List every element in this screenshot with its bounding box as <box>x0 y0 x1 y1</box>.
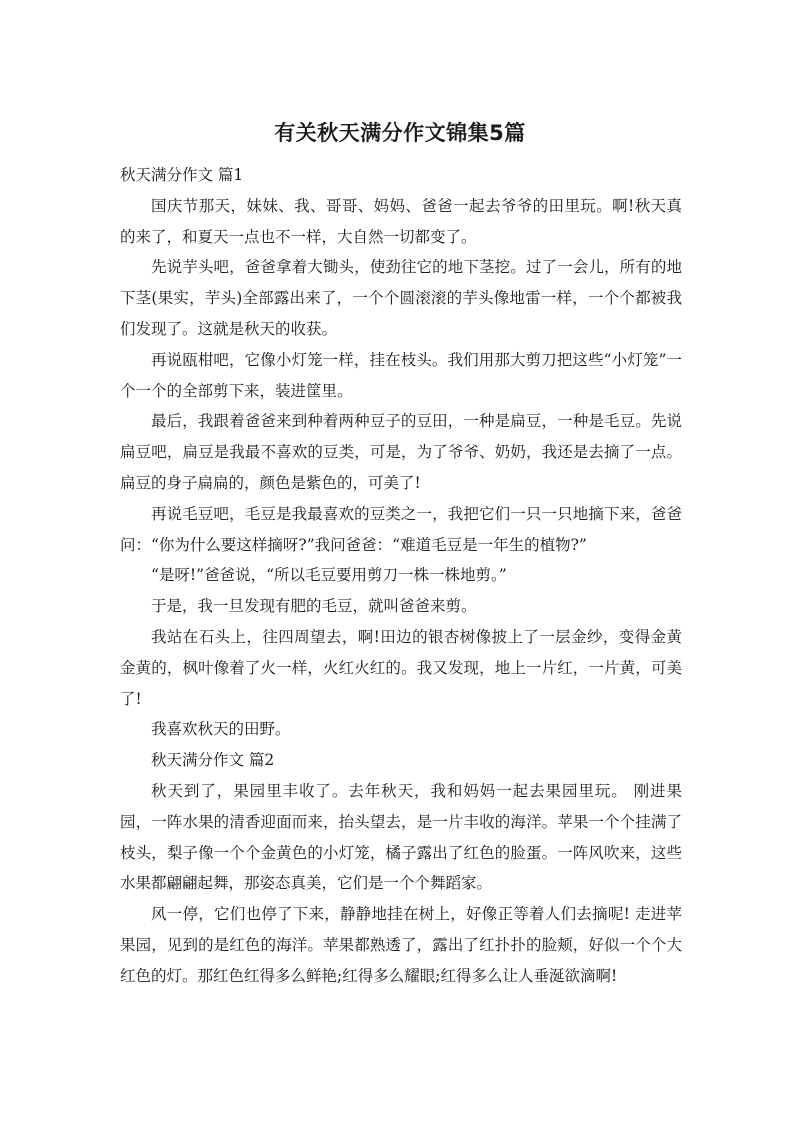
paragraph: 再说毛豆吧，毛豆是我最喜欢的豆类之一，我把它们一只一只地摘下来，爸爸问：“你为什么要这样摘呀?”我问爸爸：“难道毛豆是一年生的植物?” <box>120 504 682 554</box>
paragraph: 我喜欢秋天的田野。 <box>151 720 291 739</box>
paragraph: 先说芋头吧，爸爸拿着大锄头，使劲往它的地下茎挖。过了一会儿，所有的地下茎(果实，芋头)全部露出来了，一个个圆滚滚的芋头像地雷一样，一个个都被我们发现了。这就是秋天的收获。 <box>120 258 682 338</box>
paragraph: 秋天到了，果园里丰收了。去年秋天，我和妈妈一起去果园里玩。 刚进果园，一阵水果的清香迎面而来，抬头望去，是一片丰收的海洋。苹果一个个挂满了枝头，梨子像一个个金黄色的小灯笼，橘子露出了红色的脸蛋。一阵风吹来，这些水果都翩翩起舞，那姿态真美，它们是一个个舞蹈家。 <box>120 781 682 893</box>
paragraph: 风一停，它们也停了下来，静静地挂在树上，好像正等着人们去摘呢! 走进苹果园，见到的是红色的海洋。苹果都熟透了，露出了红扑扑的脸颊，好似一个个大红色的灯。那红色红得多么鲜艳;红得多么耀眼;红得多么让人垂涎欲滴啊! <box>120 905 682 985</box>
paragraph: 最后，我跟着爸爸来到种着两种豆子的豆田，一种是扁豆，一种是毛豆。先说扁豆吧，扁豆是我最不喜欢的豆类，可是，为了爷爷、奶奶，我还是去摘了一点。扁豆的身子扁扁的，颜色是紫色的，可美了! <box>120 412 682 492</box>
paragraph: “是呀!”爸爸说，“所以毛豆要用剪刀一株一株地剪。” <box>151 566 507 585</box>
section-heading: 秋天满分作文 篇1 <box>120 166 244 184</box>
paragraph: 国庆节那天，妹妹、我、哥哥、妈妈、爸爸一起去爷爷的田里玩。啊!秋天真的来了，和夏天一点也不一样，大自然一切都变了。 <box>120 196 682 246</box>
paragraph: 于是，我一旦发现有肥的毛豆，就叫爸爸来剪。 <box>151 597 477 616</box>
section-heading: 秋天满分作文 篇2 <box>151 751 275 770</box>
document-title: 有关秋天满分作文锦集5篇 <box>274 121 526 145</box>
paragraph: 我站在石头上，往四周望去，啊!田边的银杏树像披上了一层金纱，变得金黄金黄的，枫叶像着了火一样，火红火红的。我又发现，地上一片红，一片黄，可美了! <box>120 627 682 708</box>
paragraph: 再说瓯柑吧，它像小灯笼一样，挂在枝头。我们用那大剪刀把这些“小灯笼”一个一个的全部剪下来，装进筐里。 <box>120 350 682 400</box>
document-body <box>120 160 682 992</box>
